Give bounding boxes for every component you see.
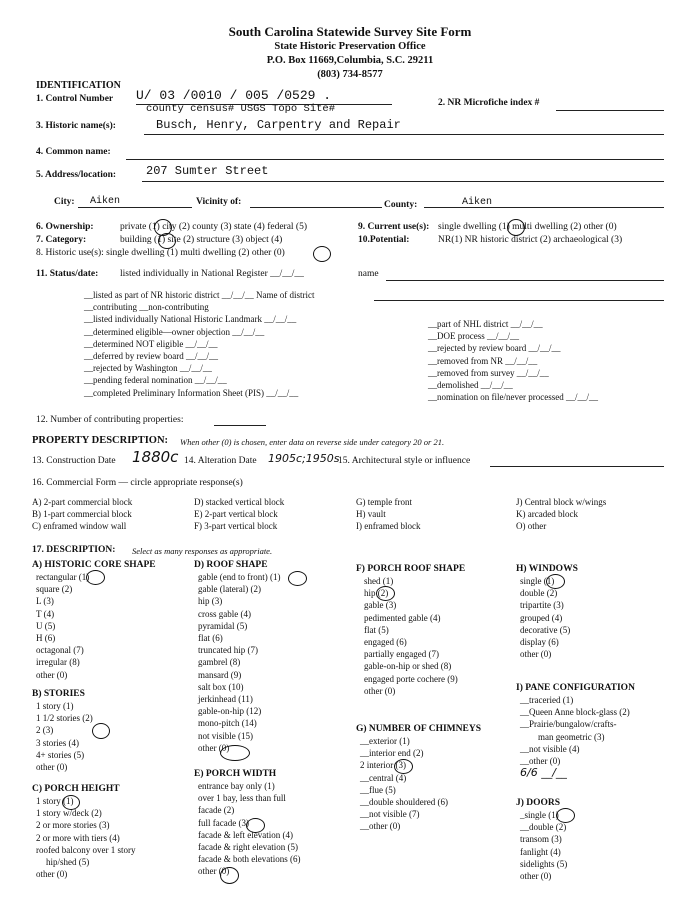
property-note: When other (0) is chosen, enter data on reverse side under category 20 or 21. (180, 437, 445, 447)
historic-use: 8. Historic use(s): single dwelling (1) multi dwelling (2) other (0) (36, 248, 285, 258)
current-use-options: single dwelling (1) multi dwelling (2) other (0) (438, 222, 617, 232)
alteration-label: 14. Alteration Date (184, 456, 257, 466)
circle-mark-current-use (507, 219, 525, 236)
circle-mark-historic-use (313, 246, 331, 262)
doors-group: J) DOORS _single (1) __double (2) transom (3) fanlight (4) sidelights (5) other (0) (516, 798, 568, 882)
office-name: State Historic Preservation Office (274, 41, 426, 52)
description-note: Select as many responses as appropriate. (132, 546, 273, 556)
circle-mark-stories (92, 723, 110, 739)
stories-group: B) STORIES 1 story (1) 1 1/2 stories (2) 2 (3) 3 stories (4) 4+ stories (5) other (0) (32, 689, 93, 773)
form-title: South Carolina Statewide Survey Site Form (228, 24, 472, 39)
city-value[interactable]: Aiken (90, 196, 121, 207)
potential-options: NR(1) NR historic district (2) archaeological (3) (438, 235, 623, 245)
contributing-label: 12. Number of contributing properties: (36, 415, 184, 425)
core-shape-group: A) HISTORIC CORE SHAPE rectangular (1) square (2) L (3) T (4) U (5) H (6) octagonal (7) irregular (8) other (0) (32, 560, 156, 680)
vicinity-label: Vicinity of: (196, 197, 242, 207)
current-use-label: 9. Current use(s): (358, 222, 430, 232)
city-label: City: (54, 197, 75, 207)
circle-mark-roof (288, 571, 307, 586)
circle-mark-chimneys (394, 759, 413, 774)
office-phone: (803) 734-8577 (317, 69, 383, 80)
category-options: building (1) site (2) structure (3) object (4) (120, 235, 283, 245)
roof-shape-group: D) ROOF SHAPE gable (end to front) (1) gable (lateral) (2) hip (3) cross gable (4) pyramidal (5) flat (6) truncated hip (7) gambrel (8) mansard (9) salt box (10) jerkinhead (11) gable-on-hip (12) mono-pitch (14) not visible (15) other (0) (194, 560, 281, 753)
windows-group: H) WINDOWS single (1) double (2) tripartite (3) grouped (4) decorative (5) display (6) other (0) (516, 564, 578, 660)
ownership-label: 6. Ownership: (36, 222, 94, 232)
construction-value[interactable]: 1880c (132, 448, 179, 466)
address-label: 5. Address/location: (36, 170, 117, 180)
commercial-col-2: D) stacked vertical block E) 2-part vertical block F) 3-part vertical block (194, 497, 285, 532)
circle-mark-doors (556, 808, 575, 823)
office-address: P.O. Box 11669,Columbia, S.C. 29211 (266, 55, 434, 66)
status-list-left: __listed as part of NR historic district __/__/__ Name of district __contributing __non-contributing __listed individually National Historic Landmark __/__/__ __determined eligible—owner objection __/__/__ __determined NOT eligible __/__/__ __deferred by review board __/__/__ __rejected by Washington __/__/__ __pending federal nomination __/__/__ __completed Preliminary Information Sheet (PIS) __/__/__ (84, 290, 315, 398)
circle-mark-porch-width-other (220, 867, 239, 884)
control-number-value[interactable]: U/ 03 /0010 / 005 /0529 . (136, 88, 332, 103)
style-label: 15. Architectural style or influence (338, 456, 471, 466)
porch-roof-group: F) PORCH ROOF SHAPE shed (1) hip (2) gable (3) pedimented gable (4) flat (5) engaged (6) partially engaged (7) gable-on-hip or shed (8) engaged porte cochere (9) other (0) (356, 564, 466, 696)
address-value[interactable]: 207 Sumter Street (146, 164, 269, 178)
status-name-label: name (358, 269, 379, 279)
circle-mark-windows (546, 574, 565, 589)
commercial-col-4: J) Central block w/wings K) arcaded block O) other (516, 497, 607, 532)
status-first: listed individually in National Register __/__/__ (120, 269, 304, 279)
ownership-options: private (1) city (2) county (3) state (4) federal (5) (120, 222, 308, 232)
status-label: 11. Status/date: (36, 269, 99, 279)
historic-name-label: 3. Historic name(s): (36, 121, 116, 131)
commercial-col-1: A) 2-part commercial block B) 1-part commercial block C) enframed window wall (32, 497, 133, 532)
historic-name-value[interactable]: Busch, Henry, Carpentry and Repair (156, 118, 401, 132)
county-value[interactable]: Aiken (462, 197, 493, 208)
nr-microfiche-label: 2. NR Microfiche index # (438, 98, 540, 108)
circle-mark-rectangular (86, 570, 105, 585)
status-list-right: __part of NHL district __/__/__ __DOE process __/__/__ __rejected by review board __/__/__ __removed from NR __/__/__ __removed from survey __/__/__ __demolished __/__/__ __nomination on file/never processed __/__/__ (428, 319, 598, 403)
commercial-col-3: G) temple front H) vault I) enframed block (356, 497, 421, 532)
circle-mark-porch-roof (376, 586, 395, 601)
circle-mark-roof-other (220, 745, 250, 761)
property-heading: PROPERTY DESCRIPTION: (32, 435, 169, 446)
category-label: 7. Category: (36, 235, 87, 245)
control-number-sublabels: county census# USGS Topo Site# (146, 103, 336, 115)
control-number-label: 1. Control Number (36, 94, 114, 104)
circle-mark-porch-width (246, 818, 265, 833)
alteration-value[interactable]: 1905c;1950s (268, 452, 340, 465)
chimneys-group: G) NUMBER OF CHIMNEYS __exterior (1) __interior end (2) 2 interior (3) __central (4) __flue (5) __double shouldered (6) __not visible (7) __other (0) (356, 724, 481, 832)
circle-mark-porch-height (62, 795, 80, 810)
commercial-heading: 16. Commercial Form — circle appropriate response(s) (32, 478, 243, 488)
common-name-label: 4. Common name: (36, 147, 111, 157)
porch-width-group: E) PORCH WIDTH entrance bay only (1) over 1 bay, less than full facade (2) full facade (3) facade & left elevation (4) facade & right elevation (5) facade & both elevations (6) other (0) (194, 769, 301, 877)
identification-heading: IDENTIFICATION (36, 80, 121, 91)
potential-label: 10.Potential: (358, 235, 410, 245)
county-label: County: (384, 200, 418, 210)
description-heading: 17. DESCRIPTION: (32, 545, 116, 555)
construction-label: 13. Construction Date (32, 456, 116, 466)
pane-config-group: I) PANE CONFIGURATION __traceried (1) __Queen Anne block-glass (2) __Prairie/bungalow/crafts- man geometric (3) __not visible (4) __other (0) 6/6 __/__ (516, 683, 635, 780)
porch-height-group: C) PORCH HEIGHT 1 story (1) 1 story w/deck (2) 2 or more stories (3) 2 or more with tiers (4) roofed balcony over 1 story hip/shed (5) other (0) (32, 784, 136, 880)
circle-mark-category (158, 233, 176, 249)
